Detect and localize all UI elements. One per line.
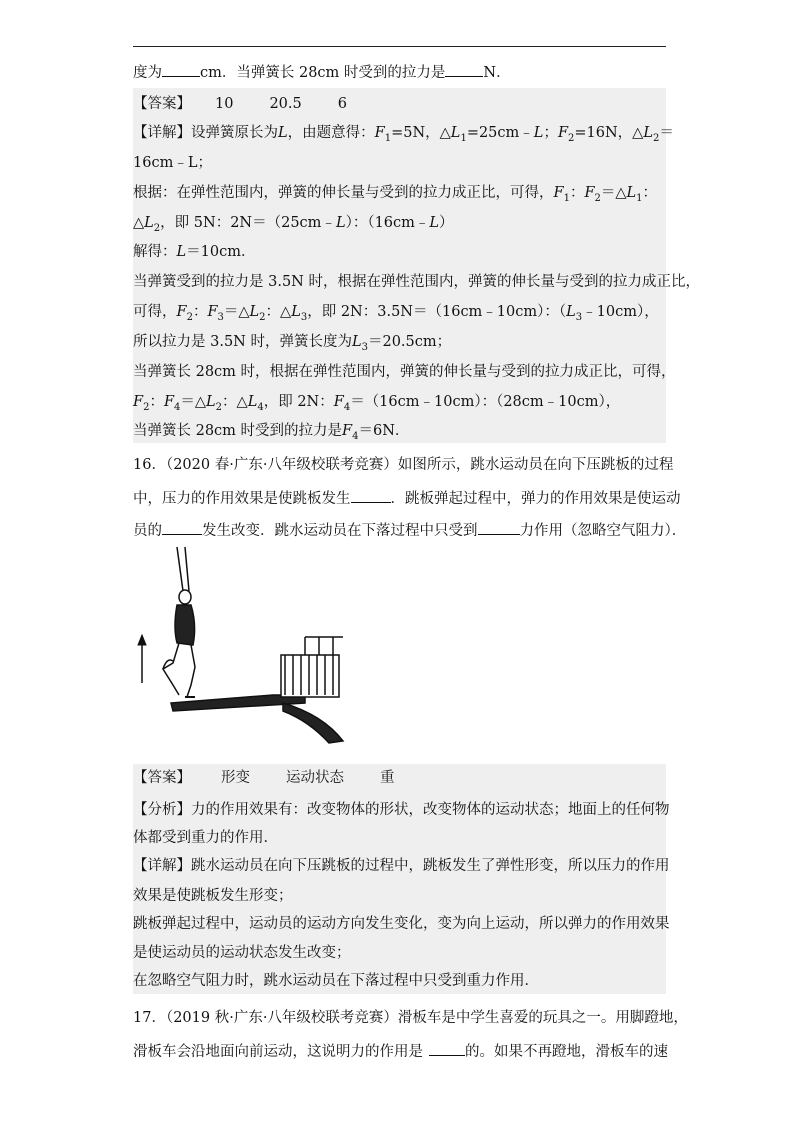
detail-label: 【详解】	[133, 858, 191, 874]
q15-detail-line-6: 当弹簧受到的拉力是 3.5N 时，根据在弹性范围内，弹簧的伸长量与受到的拉力成正比，	[133, 274, 700, 290]
q16-detail-line-5: 在忽略空气阻力时，跳水运动员在下落过程中只受到重力作用．	[133, 973, 539, 989]
q15-detail-line-10: $F_2$：$F_4=\triangle L_2$：$\triangle L_4$，即 2N：$F_4=(16cm﹣10cm)$：（28cm﹣10cm），	[133, 394, 621, 413]
q16-stem-line-2: 中，压力的作用效果是使跳板发生 ．跳板弹起过程中，弹力的作用效果是使运动	[133, 488, 681, 509]
q16-stem-line-3: 员的 发生改变．跳水运动员在下落过程中只受到 力作用（忽略空气阻力）．	[133, 520, 686, 541]
q15-detail-line-1: 【详解】设弹簧原长为L，由题意得：$F_1=5N$，$\triangle L_1=25cm﹣L$；$F_2=16N$，$\triangle L_2=$	[133, 125, 674, 144]
answer-blank	[162, 520, 202, 535]
q16-stem-line-1: 16．（2020 春·广东·八年级校联考竞赛）如图所示，跳水运动员在向下压跳板的过程	[133, 457, 674, 473]
q16-answer-line	[133, 768, 395, 788]
q16-detail-line-2: 效果是使跳板发生形变；	[133, 888, 293, 904]
answer-value: 运动状态	[286, 770, 344, 786]
header-rule	[133, 46, 666, 47]
q16-detail-line-1: 【详解】跳水运动员在向下压跳板的过程中，跳板发生了弹性形变，所以压力的作用	[133, 858, 670, 874]
detail-label: 【详解】	[133, 125, 191, 141]
q15-detail-line-8: 所以拉力是 3.5N 时，弹簧长度为$L_3=20.5cm$；	[133, 334, 452, 353]
diver-icon	[163, 547, 195, 697]
q16-analysis-line-1: 【分析】力的作用效果有：改变物体的形状，改变物体的运动状态；地面上的任何物	[133, 802, 670, 818]
q17-stem-line-1: 17．（2019 秋·广东·八年级校联考竞赛）滑板车是中学生喜爱的玩具之一。用脚蹬地，	[133, 1010, 688, 1026]
answer-blank	[478, 520, 520, 535]
answer-value: 20.5	[269, 96, 302, 112]
answer-value: 形变	[221, 770, 250, 786]
answer-label: 【答案】	[133, 96, 191, 112]
q16-detail-line-3: 跳板弹起过程中，运动员的运动方向发生变化，变为向上运动，所以弹力的作用效果	[133, 916, 670, 932]
answer-value: 重	[380, 770, 395, 786]
answer-blank	[429, 1041, 465, 1056]
q15-detail-line-9: 当弹簧长 28cm 时，根据在弹性范围内，弹簧的伸长量与受到的拉力成正比，可得，	[133, 364, 676, 380]
text: cm．当弹簧长 28cm 时受到的拉力是	[200, 65, 446, 81]
analysis-label: 【分析】	[133, 802, 191, 818]
text: N．	[483, 65, 511, 81]
springboard-icon	[171, 637, 343, 743]
up-arrow-icon	[138, 635, 146, 683]
q15-detail-line-7: 可得，$F_2$：$F_3=\triangle L_2$：$\triangle L_3$，即 2N：3.5N＝（16cm﹣10cm）：$(L_3﹣10cm)$，	[133, 304, 659, 323]
q15-detail-line-4: $\triangle L_2$，即 5N：2N＝（25cm﹣L）：（16cm﹣L）	[133, 215, 454, 234]
q15-detail-line-11: 当弹簧长 28cm 时受到的拉力是$F_4=6N$．	[133, 423, 410, 442]
q16-analysis-line-2: 体都受到重力的作用．	[133, 830, 278, 846]
q15-detail-line-5: 解得：L＝10cm．	[133, 244, 256, 260]
answer-blank	[445, 62, 483, 77]
answer-blank	[351, 488, 391, 503]
diver-springboard-figure	[133, 545, 353, 745]
q17-stem-line-2: 滑板车会沿地面向前运动，这说明力的作用是 的。如果不再蹬地，滑板车的速	[133, 1041, 668, 1062]
q15-detail-line-2: 16cm﹣L；	[133, 155, 212, 171]
q16-detail-line-4: 是使运动员的运动状态发生改变；	[133, 945, 351, 961]
q15-detail-line-3: 根据：在弹性范围内，弹簧的伸长量与受到的拉力成正比，可得，$F_1$：$F_2=\triangle L_1$：	[133, 185, 658, 204]
answer-value: 6	[337, 96, 347, 112]
answer-blank	[162, 62, 200, 77]
carry-line	[133, 62, 511, 83]
answer-label: 【答案】	[133, 770, 191, 786]
answer-value: 10	[215, 96, 234, 112]
q15-answer-line	[133, 94, 347, 114]
text: 度为	[133, 65, 162, 81]
